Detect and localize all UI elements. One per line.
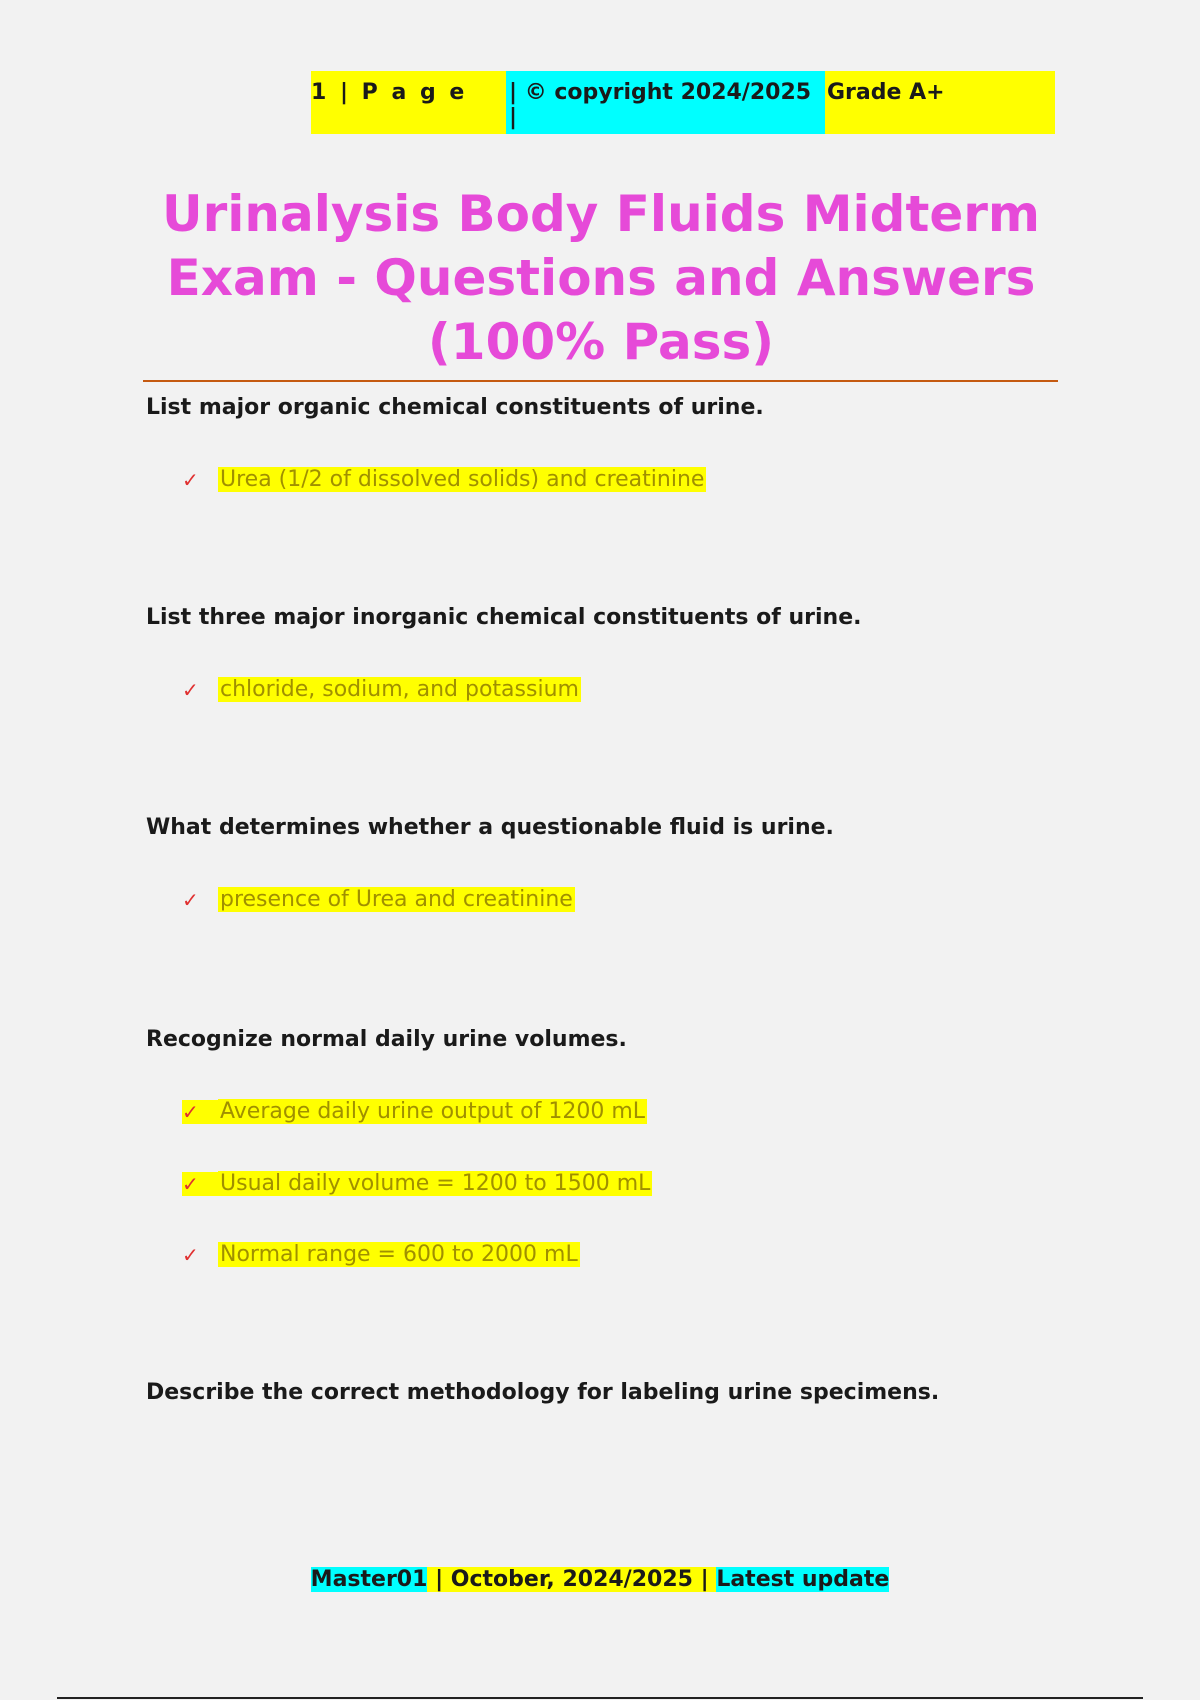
title-divider [143, 380, 1058, 382]
checkmark-icon: ✓ [182, 677, 199, 702]
question-text: What determines whether a questionable fluid is urine. [146, 815, 834, 840]
qa-item-5 [146, 1380, 1066, 1405]
footer-author: Master01 [310, 1567, 428, 1592]
answer-item [182, 887, 575, 912]
checkmark-icon: ✓ [182, 467, 199, 492]
answer-text: Normal range = 600 to 2000 mL [220, 1242, 578, 1267]
qa-item-3 [146, 815, 1066, 912]
checkmark-icon: ✓ [182, 887, 199, 912]
checkmark-icon: ✓ [182, 1100, 218, 1124]
checkmark-icon: ✓ [182, 1242, 199, 1267]
page-number: 1 | P a g e [311, 71, 506, 134]
answer-item [182, 1099, 647, 1124]
question-text: Recognize normal daily urine volumes. [146, 1027, 627, 1052]
qa-item-1 [146, 395, 1066, 492]
answer-item [182, 467, 706, 492]
checkmark-icon: ✓ [182, 1172, 218, 1196]
answer-item [182, 677, 581, 702]
question-text: List three major inorganic chemical constituents of urine. [146, 605, 862, 630]
page-footer [0, 1567, 1200, 1592]
footer-date: | October, 2024/2025 | [427, 1567, 717, 1592]
question-text: List major organic chemical constituents of urine. [146, 395, 764, 420]
answer-text: Urea (1/2 of dissolved solids) and creatinine [220, 467, 705, 492]
qa-item-4 [146, 1027, 1066, 1267]
page-header [311, 71, 1055, 134]
grade-label: Grade A+ [825, 71, 1055, 134]
qa-item-2 [146, 605, 1066, 702]
document-title: Urinalysis Body Fluids Midterm Exam - Questions and Answers (100% Pass) [161, 185, 1041, 371]
copyright-label: | © copyright 2024/2025 | [506, 71, 825, 134]
footer-update: Latest update [716, 1567, 890, 1592]
question-text: Describe the correct methodology for labeling urine specimens. [146, 1380, 940, 1405]
bottom-divider [57, 1697, 1143, 1699]
answer-item [182, 1242, 580, 1267]
answer-text: presence of Urea and creatinine [220, 887, 573, 912]
answer-item [182, 1171, 652, 1196]
answer-text: Usual daily volume = 1200 to 1500 mL [220, 1171, 651, 1196]
answer-text: chloride, sodium, and potassium [220, 677, 579, 702]
answer-text: Average daily urine output of 1200 mL [220, 1099, 646, 1124]
